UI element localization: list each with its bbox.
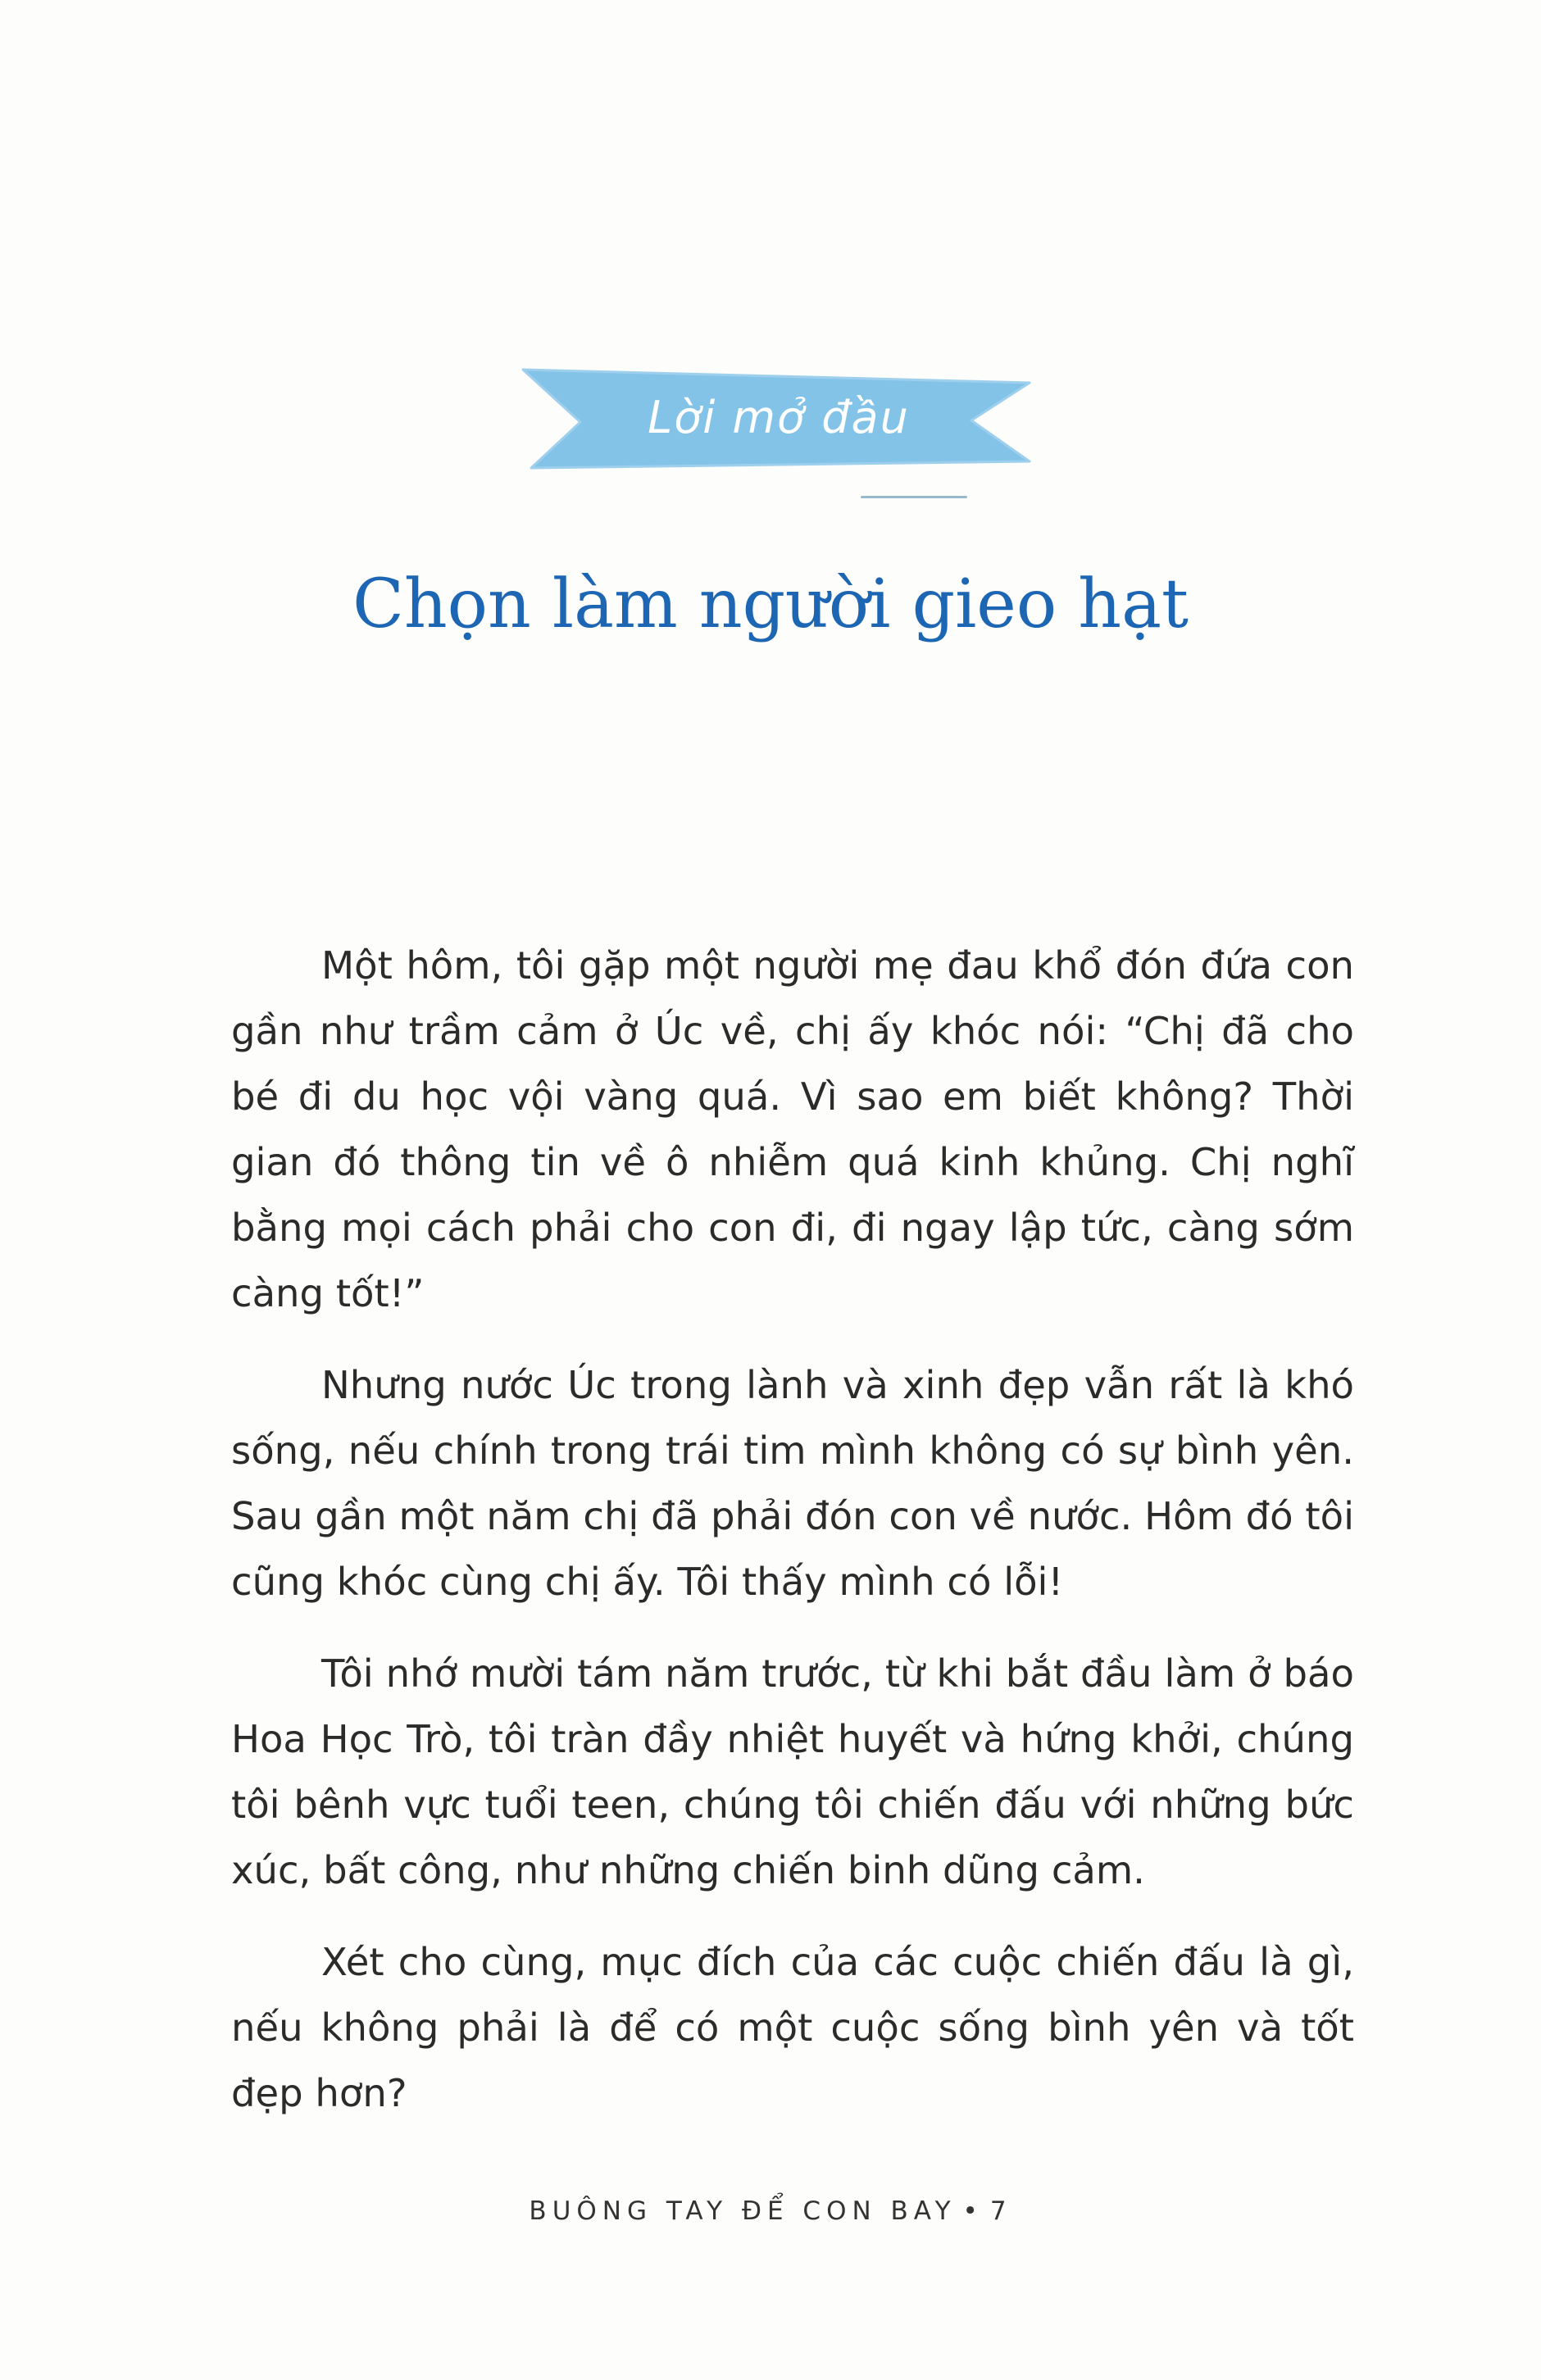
body-text <box>231 933 1354 2152</box>
paragraph: Nhưng nước Úc trong lành và xinh đẹp vẫn rất là khó sống, nếu chính trong trái tim mình không có sự bình yên. Sau gần một năm chị đã phải đón con về nước. Hôm đó tôi cũng khóc cùng chị ấy. Tôi thấy mình có lỗi! <box>231 1363 1354 1604</box>
paragraph: Một hôm, tôi gặp một người mẹ đau khổ đón đứa con gần như trầm cảm ở Úc về, chị ấy khóc nói: “Chị đã cho bé đi du học vội vàng quá. Vì sao em biết không? Thời gian đó thông tin về ô nhiễm quá kinh khủng. Chị nghĩ bằng mọi cách phải cho con đi, đi ngay lập tức, càng sớm càng tốt!” <box>231 943 1354 1315</box>
decorative-underline <box>861 496 967 498</box>
chapter-label-banner <box>516 365 1041 488</box>
chapter-label: Lời mở đầu <box>648 392 910 443</box>
running-footer <box>0 2196 1541 2226</box>
book-title: BUÔNG TAY ĐỂ CON BAY <box>529 2196 957 2226</box>
paragraph: Xét cho cùng, mục đích của các cuộc chiến đấu là gì, nếu không phải là để có một cuộc sống bình yên và tốt đẹp hơn? <box>231 1940 1354 2115</box>
paragraph: Tôi nhớ mười tám năm trước, từ khi bắt đầu làm ở báo Hoa Học Trò, tôi tràn đầy nhiệt huyết và hứng khởi, chúng tôi bênh vực tuổi teen, chúng tôi chiến đấu với những bức xúc, bất công, như những chiến binh dũng cảm. <box>231 1651 1354 1892</box>
footer-separator: • <box>962 2196 984 2226</box>
page-number: 7 <box>989 2196 1012 2226</box>
chapter-title: Chọn làm người gieo hạt <box>352 565 1189 643</box>
